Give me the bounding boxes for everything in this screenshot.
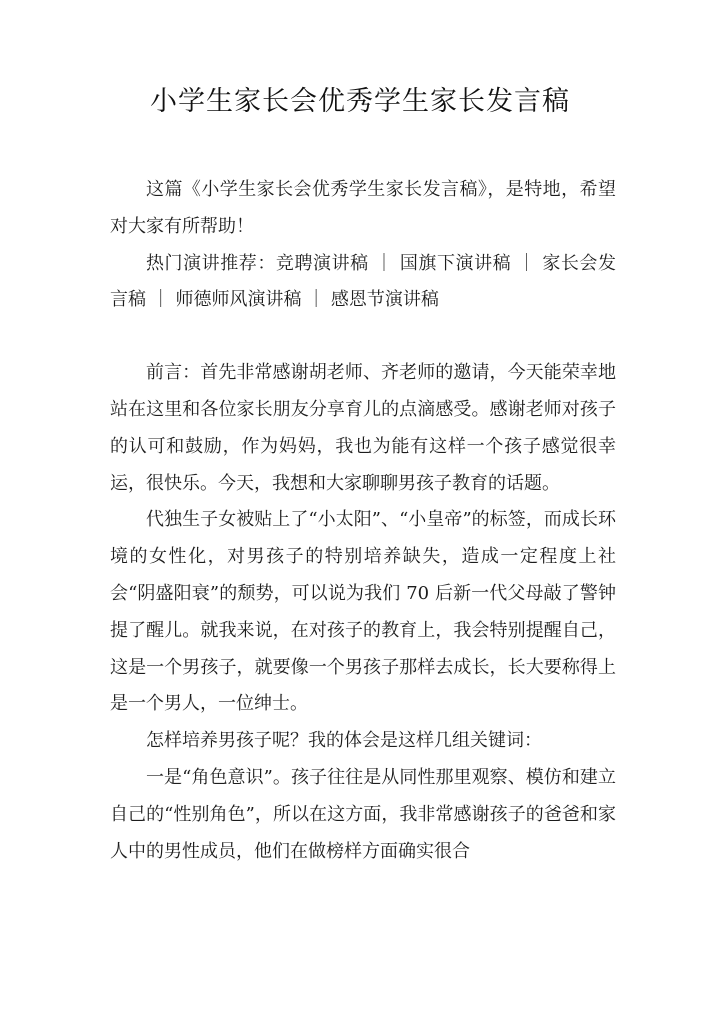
- recommend-paragraph: 热门演讲推荐：竞聘演讲稿 ｜ 国旗下演讲稿 ｜ 家长会发言稿 ｜ 师德师风演讲稿 ｜ 感恩节演讲稿: [110, 252, 616, 311]
- intro-paragraph: 这篇《小学生家长会优秀学生家长发言稿》，是特地，希望对大家有所帮助！: [110, 179, 616, 237]
- body-paragraph-4: 一是“角色意识”。孩子往往是从同性那里观察、模仿和建立自己的“性别角色”，所以在这方面，我非常感谢孩子的爸爸和家人中的男性成员，他们在做榜样方面确实很合: [110, 766, 616, 862]
- body-paragraph-2: 代独生子女被贴上了“小太阳”、“小皇帝”的标签，而成长环境的女性化，对男孩子的特别培养缺失，造成一定程度上社会“阴盛阳衰”的颓势，可以说为我们 70 后新一代父母敲了警钟提了醒儿。就我来说，在对孩子的教育上，我会特别提醒自己，这是一个男孩子，就要像一个男孩子那样去成长，长大要称得上是一个男人，一位绅士。: [110, 509, 616, 715]
- body-paragraph-3: 怎样培养男孩子呢？我的体会是这样几组关键词：: [146, 730, 542, 752]
- paragraph-spacer: [110, 319, 616, 355]
- preface-paragraph: 前言：首先非常感谢胡老师、齐老师的邀请，今天能荣幸地站在这里和各位家长朋友分享育儿的点滴感受。感谢老师对孩子的认可和鼓励，作为妈妈，我也为能有这样一个孩子感觉很幸运，很快乐。今天，我想和大家聊聊男孩子教育的话题。: [110, 362, 616, 494]
- document-title: 小学生家长会优秀学生家长发言稿: [150, 86, 570, 117]
- document-body: [110, 172, 616, 870]
